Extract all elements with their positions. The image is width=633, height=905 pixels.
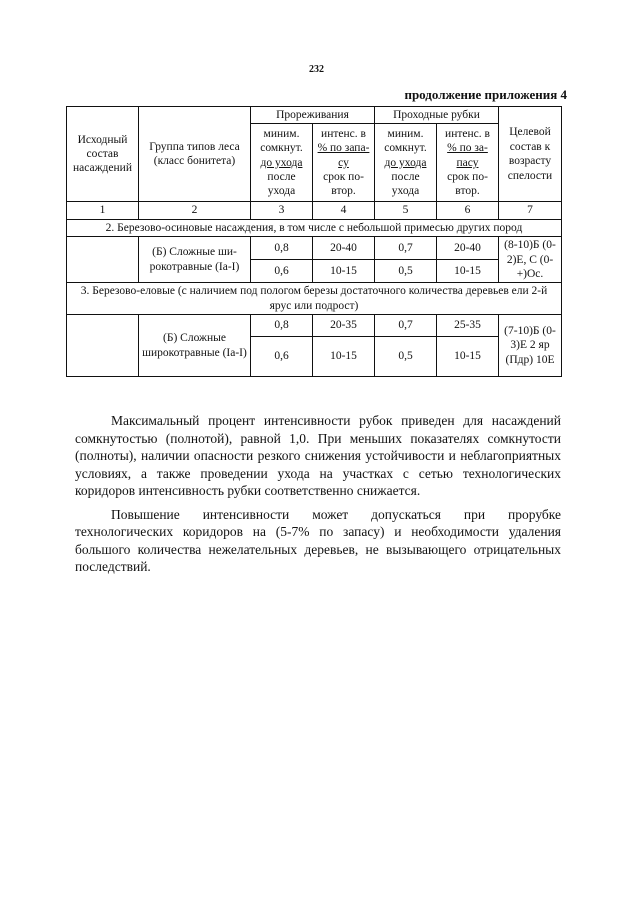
header-thinning: Прореживания [251, 107, 375, 124]
value-cell: 0,6 [251, 260, 313, 283]
col-number: 3 [251, 202, 313, 219]
pass-intens-prefix: интенс. в [445, 127, 490, 140]
value-cell: 20-40 [313, 237, 375, 260]
pass-min-prefix: миним. сомкнут. [384, 127, 427, 155]
thin-min-underlined: до ухода [260, 156, 303, 169]
header-pass-intensity [437, 124, 499, 202]
section-title-row [67, 283, 562, 315]
paragraph: Максимальный процент интенсивности рубок приведен для насаждений сомкнутостью (полнотой), равной 1,0. При меньших показателях сомкнутости (полноты), наличии опасности резкого снижения устойчивости и неблагоприятных условиях, а также проведении ухода на участках с сетью технологических коридоров интенсивность рубки соответственно снижается. [75, 413, 561, 499]
header-forest-group: Группа типов леса (класс бонитета) [139, 107, 251, 202]
thin-intens-suffix: срок по-втор. [323, 171, 364, 198]
value-cell: 0,8 [251, 237, 313, 260]
thin-min-prefix: миним. сомкнут. [260, 127, 303, 155]
thin-intens-underlined: % по запа-су [317, 142, 370, 169]
forest-group-cell: (Б) Сложные широкотравные (Iа-I) [139, 315, 251, 377]
pass-min-underlined: до ухода [384, 156, 427, 169]
col-number: 6 [437, 202, 499, 219]
table-row [67, 315, 562, 337]
header-thin-min-density [251, 124, 313, 202]
value-cell: 0,8 [251, 315, 313, 337]
value-cell: 20-35 [313, 315, 375, 337]
body-text [75, 412, 561, 582]
paragraph: Повышение интенсивности может допускаться при прорубке технологических коридоров на (5-7% по запасу) и необходимости удаления большого количества нежелательных деревьев, не вызывающего отрицательных последствий. [75, 506, 561, 575]
column-number-row [67, 202, 562, 219]
value-cell: 0,5 [375, 260, 437, 283]
table-row [67, 237, 562, 260]
continuation-label: продолжение приложения 4 [404, 87, 567, 102]
value-cell: 10-15 [437, 337, 499, 377]
value-cell: 10-15 [437, 260, 499, 283]
value-cell: 10-15 [313, 260, 375, 283]
header-pass-min-density [375, 124, 437, 202]
initial-composition-cell [67, 237, 139, 283]
value-cell: 0,7 [375, 237, 437, 260]
col-number: 1 [67, 202, 139, 219]
pass-min-suffix: после ухода [391, 171, 420, 198]
col-number: 5 [375, 202, 437, 219]
section-title: 2. Березово-осиновые насаждения, в том числе с небольшой примесью других пород [67, 219, 562, 236]
value-cell: 20-40 [437, 237, 499, 260]
section-title: 3. Березово-еловые (с наличием под пологом березы достаточного количества деревьев ели 2-й ярус или подрост) [67, 283, 562, 315]
pass-intens-underlined: % по за-пасу [447, 142, 488, 169]
section-title-row [67, 219, 562, 236]
col-number: 7 [499, 202, 562, 219]
pass-intens-suffix: срок по-втор. [447, 171, 488, 198]
forest-group-cell: (Б) Сложные ши-рокотравные (Iа-I) [139, 237, 251, 283]
value-cell: 10-15 [313, 337, 375, 377]
value-cell: 0,7 [375, 315, 437, 337]
initial-composition-cell [67, 315, 139, 377]
page-number: 232 [309, 64, 324, 75]
header-row-1 [67, 107, 562, 124]
header-initial-composition: Исходный состав насаждений [67, 107, 139, 202]
thin-intens-prefix: интенс. в [321, 127, 366, 140]
thin-min-suffix: после ухода [267, 171, 296, 198]
col-number: 4 [313, 202, 375, 219]
header-target-composition: Целевой состав к возрасту спелости [499, 107, 562, 202]
col-number: 2 [139, 202, 251, 219]
header-thin-intensity [313, 124, 375, 202]
target-composition-cell: (7-10)Б (0-3)Е 2 яр (Пдр) 10Е [499, 315, 562, 377]
value-cell: 0,5 [375, 337, 437, 377]
value-cell: 25-35 [437, 315, 499, 337]
value-cell: 0,6 [251, 337, 313, 377]
target-composition-cell: (8-10)Б (0-2)Е, С (0-+)Ос. [499, 237, 562, 283]
header-passage-cuttings: Проходные рубки [375, 107, 499, 124]
forestry-table [66, 106, 562, 377]
